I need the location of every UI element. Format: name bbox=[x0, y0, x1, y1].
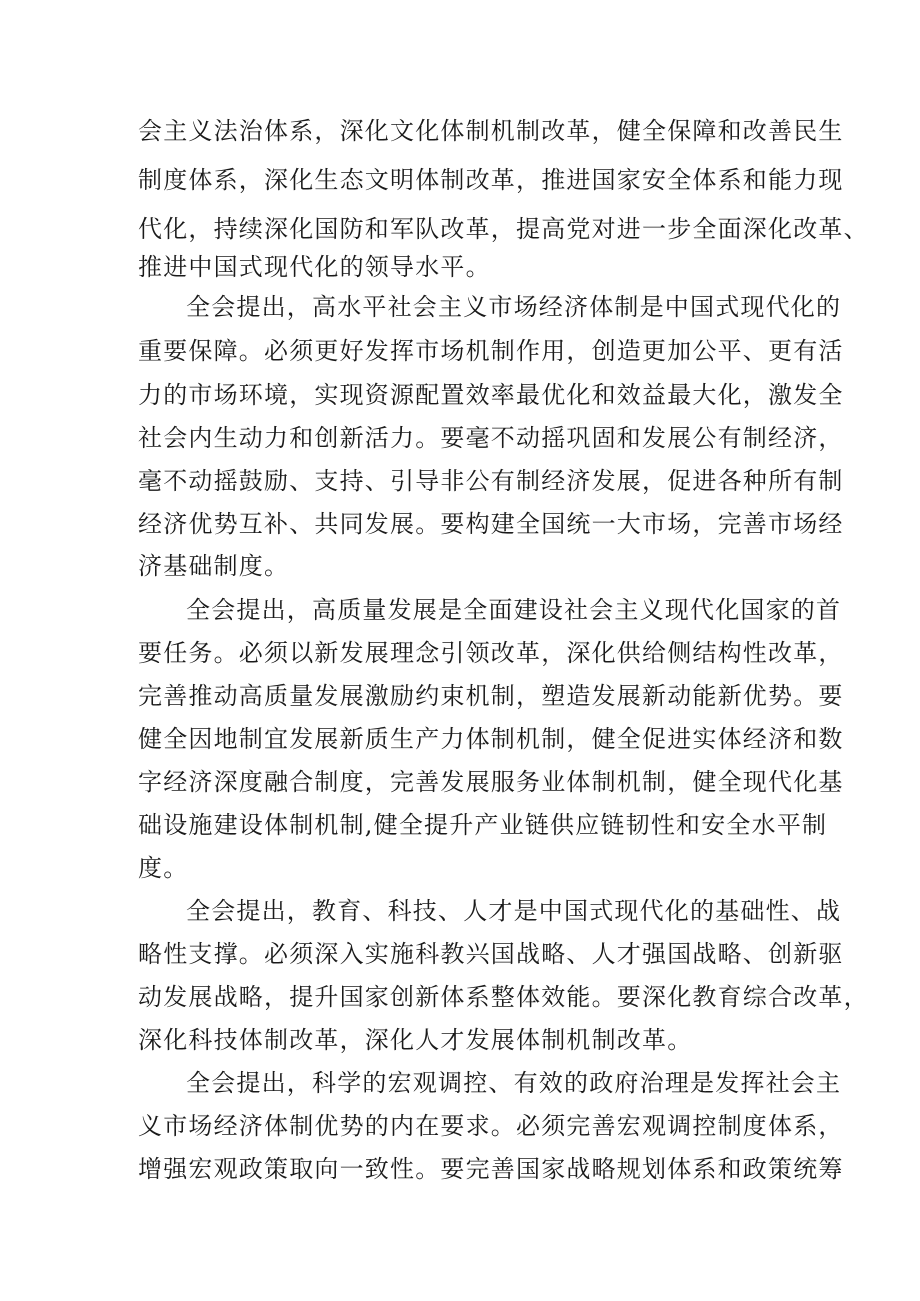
text-line: 重要保障。必须更好发挥市场机制作用，创造更加公平、更有活 bbox=[138, 337, 844, 365]
text-line: 动发展战略，提升国家创新体系整体效能。要深化教育综合改革， bbox=[138, 983, 869, 1011]
paragraph-first-line: 全会提出，教育、科技、人才是中国式现代化的基础性、战 bbox=[186, 897, 842, 925]
text-line: 深化科技体制改革，深化人才发展体制机制改革。 bbox=[138, 1026, 693, 1054]
text-line: 度。 bbox=[138, 854, 189, 882]
text-line: 完善推动高质量发展激励约束机制，塑造发展新动能新优势。要 bbox=[138, 682, 844, 710]
text-line: 制度体系，深化生态文明体制改革，推进国家安全体系和能力现 bbox=[138, 166, 844, 194]
text-line: 毫不动摇鼓励、支持、引导非公有制经济发展，促进各种所有制 bbox=[138, 467, 844, 495]
text-line: 力的市场环境，实现资源配置效率最优化和效益最大化，激发全 bbox=[138, 381, 844, 409]
text-line: 础设施建设体制机制,健全提升产业链供应链韧性和安全水平制 bbox=[138, 811, 828, 839]
text-line: 济基础制度。 bbox=[138, 552, 290, 580]
text-line: 增强宏观政策取向一致性。要完善国家战略规划体系和政策统筹 bbox=[138, 1155, 844, 1183]
text-line: 社会内生动力和创新活力。要毫不动摇巩固和发展公有制经济， bbox=[138, 424, 844, 452]
text-line: 经济优势互补、共同发展。要构建全国统一大市场，完善市场经 bbox=[138, 510, 844, 538]
text-line: 要任务。必须以新发展理念引领改革，深化供给侧结构性改革， bbox=[138, 639, 844, 667]
paragraph-first-line: 全会提出，高质量发展是全面建设社会主义现代化国家的首 bbox=[186, 596, 842, 624]
paragraph-first-line: 全会提出，高水平社会主义市场经济体制是中国式现代化的 bbox=[186, 293, 842, 321]
paragraph-first-line: 全会提出，科学的宏观调控、有效的政府治理是发挥社会主 bbox=[186, 1069, 842, 1097]
text-line: 代化，持续深化国防和军队改革，提高党对进一步全面深化改革、 bbox=[138, 215, 869, 243]
text-line: 推进中国式现代化的领导水平。 bbox=[138, 253, 491, 281]
text-line: 略性支撑。必须深入实施科教兴国战略、人才强国战略、创新驱 bbox=[138, 940, 844, 968]
text-line: 义市场经济体制优势的内在要求。必须完善宏观调控制度体系， bbox=[138, 1112, 844, 1140]
text-line: 会主义法治体系，深化文化体制机制改革，健全保障和改善民生 bbox=[138, 117, 844, 145]
text-line: 字经济深度融合制度，完善发展服务业体制机制，健全现代化基 bbox=[138, 768, 844, 796]
text-line: 健全因地制宜发展新质生产力体制机制，健全促进实体经济和数 bbox=[138, 725, 844, 753]
